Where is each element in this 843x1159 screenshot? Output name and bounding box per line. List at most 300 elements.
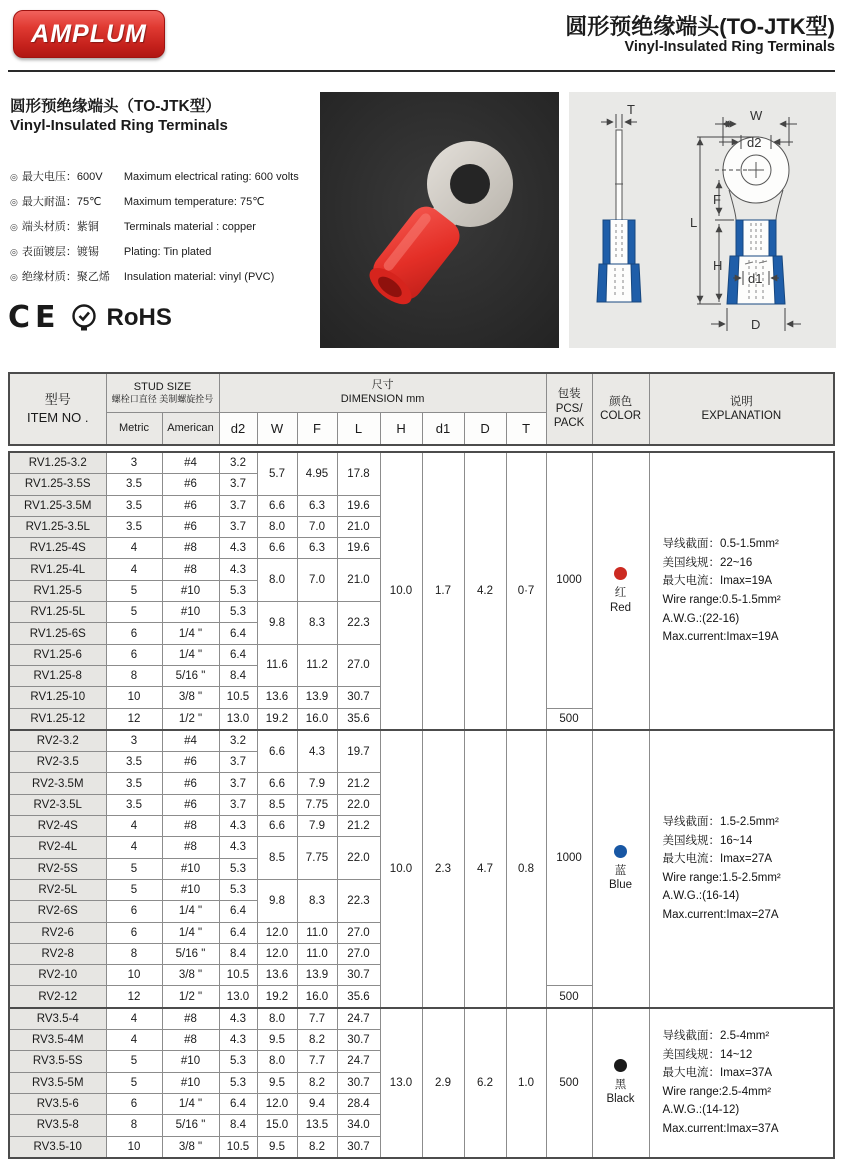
col-header-american: American — [162, 413, 219, 446]
w-cell: 12.0 — [257, 922, 297, 943]
f-cell: 7.7 — [297, 1008, 337, 1030]
ring-terminal-photo-image — [320, 92, 559, 348]
american-cell: 1/4 " — [162, 901, 219, 922]
item-no-cell: RV2-5L — [9, 879, 106, 900]
f-cell: 11.0 — [297, 943, 337, 964]
explanation-line: Max.current:Imax=19A — [662, 631, 779, 644]
metric-cell: 3.5 — [106, 794, 162, 815]
f-cell: 8.2 — [297, 1030, 337, 1051]
american-cell: #4 — [162, 452, 219, 474]
page-title-cn: 圆形预绝缘端头(TO-JTK型) — [565, 14, 835, 39]
item-no-cell: RV1.25-6 — [9, 644, 106, 665]
product-photo — [320, 92, 559, 348]
american-cell: 1/4 " — [162, 644, 219, 665]
d2-cell: 4.3 — [219, 538, 257, 559]
american-cell: #6 — [162, 794, 219, 815]
intro-section — [0, 72, 843, 348]
f-cell: 16.0 — [297, 986, 337, 1008]
metric-cell: 3 — [106, 730, 162, 752]
w-cell: 9.8 — [257, 602, 297, 645]
american-cell: #6 — [162, 773, 219, 794]
metric-cell: 3.5 — [106, 773, 162, 794]
american-cell: #10 — [162, 1072, 219, 1093]
col-header-f: F — [297, 413, 337, 446]
col-header-l: L — [337, 413, 380, 446]
color-cell — [592, 452, 649, 730]
dim-label-w: W — [750, 108, 763, 123]
explanation-line: Wire range:1.5-2.5mm² — [662, 871, 781, 884]
w-cell: 9.5 — [257, 1030, 297, 1051]
american-cell: #10 — [162, 879, 219, 900]
d-cell: 4.2 — [464, 452, 506, 730]
d2-cell: 13.0 — [219, 986, 257, 1008]
d2-cell: 3.7 — [219, 516, 257, 537]
explanation-line: Wire range:2.5-4mm² — [662, 1085, 772, 1098]
spec-item — [10, 193, 310, 209]
explanation-cell — [649, 730, 834, 1008]
d2-cell: 10.5 — [219, 687, 257, 708]
d2-cell: 8.4 — [219, 665, 257, 686]
dimension-diagram-image — [569, 92, 836, 348]
d2-cell: 10.5 — [219, 1136, 257, 1158]
item-no-cell: RV1.25-4S — [9, 538, 106, 559]
l-cell: 21.0 — [337, 559, 380, 602]
l-cell: 35.6 — [337, 986, 380, 1008]
col-header-metric: Metric — [106, 413, 162, 446]
spec-text-cn: 端头材质：紫铜 — [21, 221, 99, 233]
d-cell: 4.7 — [464, 730, 506, 1008]
metric-cell: 12 — [106, 708, 162, 730]
d2-cell: 5.3 — [219, 879, 257, 900]
item-no-cell: RV2-4L — [9, 837, 106, 858]
col-header-d2: d2 — [219, 413, 257, 446]
col-header-pack — [546, 373, 592, 445]
d2-cell: 3.2 — [219, 730, 257, 752]
ce-mark-icon: CE — [8, 300, 61, 335]
w-cell: 8.0 — [257, 1051, 297, 1072]
bullet-icon: ◎ — [10, 247, 18, 257]
spec-list — [8, 168, 310, 284]
d2-cell: 3.7 — [219, 495, 257, 516]
metric-cell: 5 — [106, 580, 162, 601]
l-cell: 30.7 — [337, 1136, 380, 1158]
bullet-icon: ◎ — [10, 172, 18, 182]
color-en: COLOR — [600, 410, 642, 422]
l-cell: 22.3 — [337, 879, 380, 922]
item-no-cell: RV1.25-3.2 — [9, 452, 106, 474]
d2-cell: 6.4 — [219, 644, 257, 665]
d2-cell: 6.4 — [219, 1093, 257, 1114]
table-row — [9, 730, 834, 752]
american-cell: #4 — [162, 730, 219, 752]
d2-cell: 3.7 — [219, 794, 257, 815]
w-cell: 8.5 — [257, 837, 297, 880]
american-cell: #8 — [162, 816, 219, 837]
metric-cell: 8 — [106, 1115, 162, 1136]
t-cell: 1.0 — [506, 1008, 546, 1158]
d2-cell: 8.4 — [219, 943, 257, 964]
l-cell: 21.2 — [337, 773, 380, 794]
color-name-cn: 黑 — [614, 1079, 627, 1092]
product-summary — [8, 92, 310, 348]
d2-cell: 13.0 — [219, 708, 257, 730]
metric-cell: 4 — [106, 1030, 162, 1051]
d2-cell: 6.4 — [219, 901, 257, 922]
item-no-cell: RV1.25-5L — [9, 602, 106, 623]
col-header-d: D — [464, 413, 506, 446]
item-no-cell: RV1.25-12 — [9, 708, 106, 730]
american-cell: #10 — [162, 580, 219, 601]
dim-label-h: H — [713, 258, 723, 273]
w-cell: 15.0 — [257, 1115, 297, 1136]
f-cell: 7.7 — [297, 1051, 337, 1072]
metric-cell: 4 — [106, 538, 162, 559]
col-header-dimension — [219, 373, 546, 413]
metric-cell: 6 — [106, 623, 162, 644]
metric-cell: 8 — [106, 665, 162, 686]
bullet-icon: ◎ — [10, 272, 18, 282]
l-cell: 19.7 — [337, 730, 380, 773]
l-cell: 22.0 — [337, 837, 380, 880]
h-cell: 13.0 — [380, 1008, 422, 1158]
metric-cell: 5 — [106, 879, 162, 900]
d2-cell: 3.7 — [219, 773, 257, 794]
col-header-w: W — [257, 413, 297, 446]
dim-label-d2: d2 — [747, 135, 762, 150]
d2-cell: 4.3 — [219, 1008, 257, 1030]
item-no-cell: RV2-3.5L — [9, 794, 106, 815]
l-cell: 19.6 — [337, 495, 380, 516]
w-cell: 13.6 — [257, 965, 297, 986]
w-cell: 6.6 — [257, 730, 297, 773]
d2-cell: 5.3 — [219, 1051, 257, 1072]
explanation-line: 最大电流：Imax=27A — [662, 853, 773, 866]
d2-cell: 5.3 — [219, 1072, 257, 1093]
d1-cell: 2.9 — [422, 1008, 464, 1158]
w-cell: 9.8 — [257, 879, 297, 922]
d2-cell: 4.3 — [219, 816, 257, 837]
american-cell: #8 — [162, 559, 219, 580]
american-cell: 5/16 " — [162, 1115, 219, 1136]
color-name-cn: 蓝 — [614, 865, 627, 878]
dim-label-d1: d1 — [748, 271, 763, 286]
item-no-cell: RV1.25-10 — [9, 687, 106, 708]
col-header-stud-size — [106, 373, 219, 413]
l-cell: 22.0 — [337, 794, 380, 815]
item-no-cell: RV3.5-4 — [9, 1008, 106, 1030]
d2-cell: 4.3 — [219, 837, 257, 858]
metric-cell: 6 — [106, 922, 162, 943]
american-cell: #8 — [162, 837, 219, 858]
f-cell: 8.3 — [297, 879, 337, 922]
w-cell: 9.5 — [257, 1072, 297, 1093]
w-cell: 5.7 — [257, 452, 297, 495]
metric-cell: 3 — [106, 452, 162, 474]
spec-text-cn: 最大电压：600V — [21, 171, 103, 183]
item-no-cell: RV3.5-6 — [9, 1093, 106, 1114]
d2-cell: 5.3 — [219, 602, 257, 623]
f-cell: 7.9 — [297, 816, 337, 837]
dimension-diagram — [569, 92, 836, 348]
metric-cell: 10 — [106, 687, 162, 708]
w-cell: 8.5 — [257, 794, 297, 815]
item-no-cell: RV2-6S — [9, 901, 106, 922]
item-no-cell: RV3.5-8 — [9, 1115, 106, 1136]
american-cell: #8 — [162, 1008, 219, 1030]
l-cell: 30.7 — [337, 1030, 380, 1051]
f-cell: 8.2 — [297, 1072, 337, 1093]
dim-label-f: F — [713, 192, 721, 207]
american-cell: #10 — [162, 602, 219, 623]
f-cell: 13.9 — [297, 965, 337, 986]
item-no-cell: RV2-6 — [9, 922, 106, 943]
f-cell: 13.5 — [297, 1115, 337, 1136]
brand-name: AMPLUM — [31, 19, 147, 48]
item-no-cell: RV1.25-3.5M — [9, 495, 106, 516]
l-cell: 17.8 — [337, 452, 380, 495]
pack-last-cell: 500 — [546, 986, 592, 1008]
l-cell: 34.0 — [337, 1115, 380, 1136]
explanation-line: A.W.G.:(16-14) — [662, 890, 740, 903]
d2-cell: 4.3 — [219, 559, 257, 580]
metric-cell: 3.5 — [106, 474, 162, 495]
col-header-explanation — [649, 373, 834, 445]
f-cell: 7.0 — [297, 559, 337, 602]
product-title-cn: 圆形预绝缘端头（TO-JTK型） — [10, 98, 221, 115]
metric-cell: 4 — [106, 1008, 162, 1030]
metric-cell: 3.5 — [106, 495, 162, 516]
w-cell: 19.2 — [257, 986, 297, 1008]
item-no-cell: RV1.25-6S — [9, 623, 106, 644]
dim-label-t: T — [627, 102, 635, 117]
product-title-en: Vinyl-Insulated Ring Terminals — [10, 117, 228, 134]
f-cell: 9.4 — [297, 1093, 337, 1114]
explanation-line: 美国线规：22~16 — [662, 556, 753, 569]
item-no-cell: RV1.25-3.5L — [9, 516, 106, 537]
f-cell: 8.2 — [297, 1136, 337, 1158]
w-cell: 13.6 — [257, 687, 297, 708]
l-cell: 27.0 — [337, 644, 380, 687]
explanation-cn: 说明 — [729, 395, 753, 408]
metric-cell: 5 — [106, 1051, 162, 1072]
spec-item — [10, 218, 310, 234]
metric-cell: 10 — [106, 965, 162, 986]
d2-cell: 3.7 — [219, 474, 257, 495]
item-no-cell: RV2-3.5 — [9, 752, 106, 773]
color-dot-icon — [614, 845, 627, 858]
spec-text-en: Plating: Tin plated — [123, 246, 212, 258]
d2-cell: 8.4 — [219, 1115, 257, 1136]
item-no-cell: RV2-5S — [9, 858, 106, 879]
spec-text-en: Maximum electrical rating: 600 volts — [123, 171, 299, 183]
american-cell: 1/4 " — [162, 623, 219, 644]
pack-line-cn: 包装 — [557, 388, 581, 401]
item-no-cell: RV3.5-5M — [9, 1072, 106, 1093]
metric-cell: 6 — [106, 644, 162, 665]
dimension-en: DIMENSION mm — [340, 393, 425, 405]
american-cell: #10 — [162, 858, 219, 879]
american-cell: #6 — [162, 752, 219, 773]
item-no-cell: RV1.25-3.5S — [9, 474, 106, 495]
bullet-icon: ◎ — [10, 197, 18, 207]
spec-text-cn: 绝缘材质：聚乙烯 — [21, 271, 110, 283]
f-cell: 13.9 — [297, 687, 337, 708]
explanation-line: A.W.G.:(14-12) — [662, 1104, 740, 1117]
header-titles — [565, 10, 835, 56]
item-no-cell: RV1.25-5 — [9, 580, 106, 601]
metric-cell: 10 — [106, 1136, 162, 1158]
col-header-color — [592, 373, 649, 445]
dim-label-d: D — [751, 317, 761, 332]
item-no-cell: RV1.25-4L — [9, 559, 106, 580]
explanation-line: 导线截面：1.5-2.5mm² — [662, 815, 779, 828]
f-cell: 7.75 — [297, 794, 337, 815]
american-cell: #6 — [162, 474, 219, 495]
spec-text-en: Terminals material : copper — [123, 221, 256, 233]
spec-table-body — [8, 451, 835, 1159]
explanation-cell — [649, 452, 834, 730]
explanation-line: 导线截面：0.5-1.5mm² — [662, 538, 779, 551]
item-no-cell: RV2-8 — [9, 943, 106, 964]
american-cell: 1/4 " — [162, 1093, 219, 1114]
color-name-en: Black — [606, 1093, 635, 1106]
w-cell: 6.6 — [257, 773, 297, 794]
col-header-item-no — [9, 373, 106, 445]
american-cell: 3/8 " — [162, 687, 219, 708]
dimension-cn: 尺寸 — [371, 379, 394, 392]
spec-text-en: Insulation material: vinyl (PVC) — [123, 271, 275, 283]
spec-item — [10, 268, 310, 284]
spec-text-cn: 最大耐温：75℃ — [21, 196, 102, 208]
color-cell — [592, 730, 649, 1008]
w-cell: 11.6 — [257, 644, 297, 687]
color-dot-icon — [614, 567, 627, 580]
d2-cell: 5.3 — [219, 580, 257, 601]
explanation-en: EXPLANATION — [701, 410, 782, 422]
american-cell: 3/8 " — [162, 1136, 219, 1158]
d-cell: 6.2 — [464, 1008, 506, 1158]
american-cell: 5/16 " — [162, 665, 219, 686]
w-cell: 6.6 — [257, 495, 297, 516]
page-header — [0, 0, 843, 66]
d2-cell: 4.3 — [219, 1030, 257, 1051]
col-header-item-cn: 型号 — [44, 392, 71, 408]
d2-cell: 3.7 — [219, 752, 257, 773]
d2-cell: 6.4 — [219, 623, 257, 644]
spec-table-section — [8, 372, 835, 1159]
certifications — [8, 300, 310, 335]
explanation-line: Max.current:Imax=27A — [662, 909, 779, 922]
item-no-cell: RV2-12 — [9, 986, 106, 1008]
stud-size-cn: 螺栓口直径 美制螺旋拴号 — [111, 394, 214, 405]
item-no-cell: RV3.5-4M — [9, 1030, 106, 1051]
f-cell: 4.95 — [297, 452, 337, 495]
item-no-cell: RV2-3.5M — [9, 773, 106, 794]
metric-cell: 5 — [106, 602, 162, 623]
pack-cell: 500 — [546, 1008, 592, 1158]
l-cell: 27.0 — [337, 922, 380, 943]
american-cell: #8 — [162, 538, 219, 559]
w-cell: 8.0 — [257, 559, 297, 602]
w-cell: 19.2 — [257, 708, 297, 730]
l-cell: 22.3 — [337, 602, 380, 645]
l-cell: 24.7 — [337, 1051, 380, 1072]
explanation-line: A.W.G.:(22-16) — [662, 612, 740, 625]
american-cell: #8 — [162, 1030, 219, 1051]
metric-cell: 8 — [106, 943, 162, 964]
f-cell: 11.0 — [297, 922, 337, 943]
color-name-en: Blue — [608, 879, 633, 892]
d1-cell: 1.7 — [422, 452, 464, 730]
pack-cell: 1000 — [546, 452, 592, 708]
f-cell: 6.3 — [297, 538, 337, 559]
american-cell: 1/4 " — [162, 922, 219, 943]
explanation-line: Wire range:0.5-1.5mm² — [662, 593, 781, 606]
color-cell — [592, 1008, 649, 1158]
f-cell: 16.0 — [297, 708, 337, 730]
f-cell: 7.9 — [297, 773, 337, 794]
color-name-en: Red — [609, 601, 632, 614]
metric-cell: 4 — [106, 816, 162, 837]
d2-cell: 6.4 — [219, 922, 257, 943]
h-cell: 10.0 — [380, 452, 422, 730]
color-dot-icon — [614, 1059, 627, 1072]
l-cell: 30.7 — [337, 687, 380, 708]
metric-cell: 3.5 — [106, 516, 162, 537]
metric-cell: 5 — [106, 858, 162, 879]
l-cell: 30.7 — [337, 1072, 380, 1093]
table-row — [9, 452, 834, 474]
f-cell: 11.2 — [297, 644, 337, 687]
spec-table-header — [8, 372, 835, 446]
f-cell: 7.75 — [297, 837, 337, 880]
spec-text-cn: 表面镀层：镀锡 — [21, 246, 99, 258]
explanation-line: 最大电流：Imax=37A — [662, 1067, 773, 1080]
spec-item — [10, 168, 310, 184]
american-cell: #6 — [162, 495, 219, 516]
color-cn: 颜色 — [609, 395, 633, 408]
color-name-cn: 红 — [614, 587, 627, 600]
d2-cell: 5.3 — [219, 858, 257, 879]
metric-cell: 12 — [106, 986, 162, 1008]
bullet-icon: ◎ — [10, 222, 18, 232]
w-cell: 6.6 — [257, 538, 297, 559]
d1-cell: 2.3 — [422, 730, 464, 1008]
circle-check-icon — [69, 303, 99, 333]
w-cell: 6.6 — [257, 816, 297, 837]
brand-logo — [13, 10, 165, 58]
item-no-cell: RV1.25-8 — [9, 665, 106, 686]
rohs-label: RoHS — [106, 303, 172, 331]
pack-line-pack: PACK — [553, 417, 585, 430]
h-cell: 10.0 — [380, 730, 422, 1008]
f-cell: 8.3 — [297, 602, 337, 645]
american-cell: #6 — [162, 516, 219, 537]
w-cell: 12.0 — [257, 1093, 297, 1114]
stud-size-en: STUD SIZE — [133, 380, 192, 393]
t-cell: 0.8 — [506, 730, 546, 1008]
col-header-h: H — [380, 413, 422, 446]
item-no-cell: RV2-4S — [9, 816, 106, 837]
l-cell: 35.6 — [337, 708, 380, 730]
l-cell: 21.0 — [337, 516, 380, 537]
metric-cell: 3.5 — [106, 752, 162, 773]
l-cell: 27.0 — [337, 943, 380, 964]
explanation-line: 最大电流：Imax=19A — [662, 575, 773, 588]
col-header-d1: d1 — [422, 413, 464, 446]
spec-item — [10, 243, 310, 259]
explanation-line: Max.current:Imax=37A — [662, 1123, 779, 1135]
